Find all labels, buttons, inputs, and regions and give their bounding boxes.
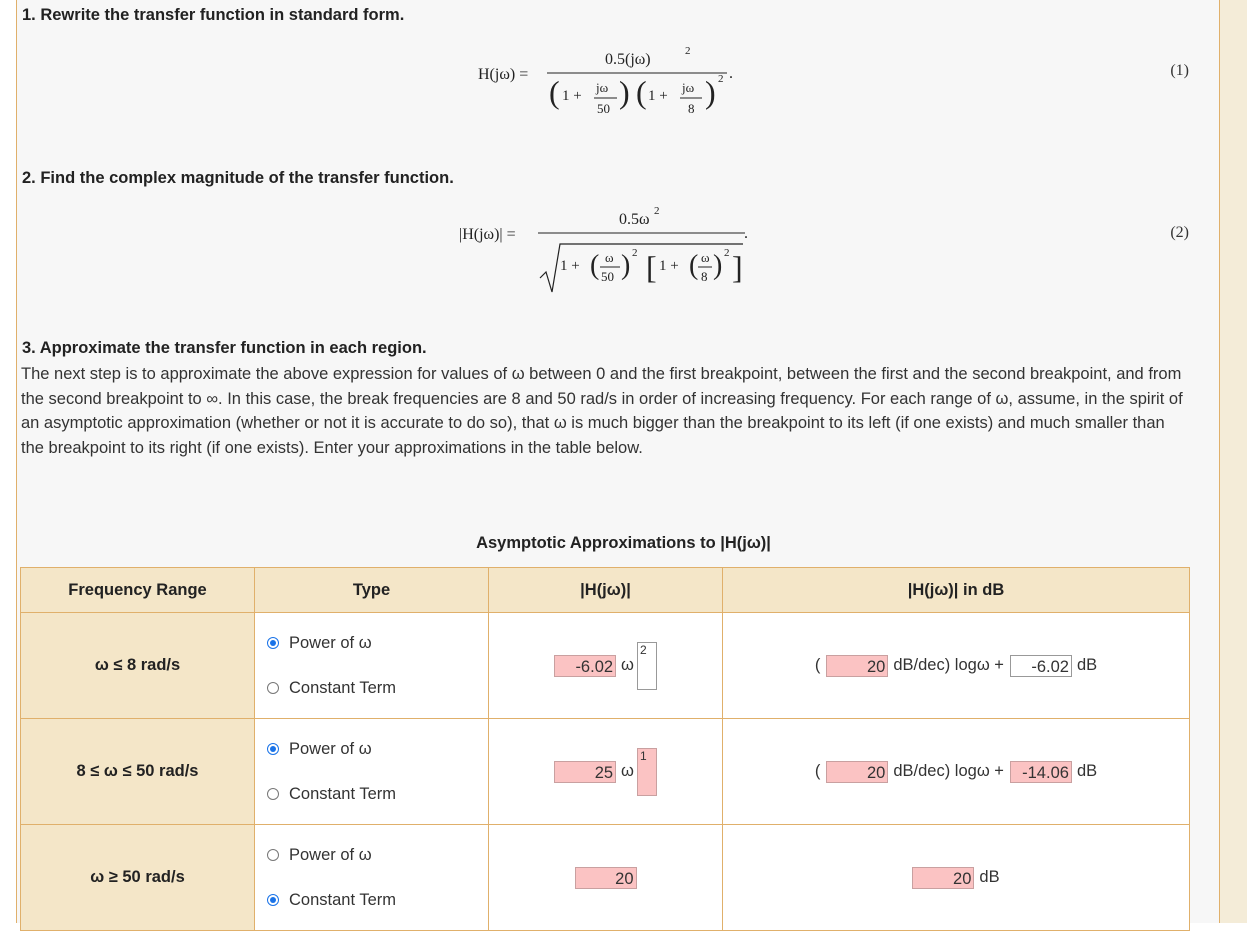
- coefficient-input[interactable]: -6.02: [554, 655, 616, 677]
- step-3-title: 3. Approximate the transfer function in each region.: [22, 339, 427, 357]
- eq2-one-1: 1 +: [560, 258, 580, 274]
- eq1-den-8: 8: [688, 101, 695, 116]
- constant-label: Constant Term: [289, 678, 396, 697]
- power-radio[interactable]: [267, 637, 279, 649]
- constant-label: Constant Term: [289, 784, 396, 803]
- step-1-title: 1. Rewrite the transfer function in standard form.: [22, 6, 405, 24]
- eq1-period: .: [729, 65, 733, 82]
- eq2-numerator: 0.5ω: [619, 211, 650, 228]
- eq2-sq-1: 2: [632, 247, 638, 259]
- eq2-close-paren-2: ): [713, 250, 723, 281]
- db-cell: [723, 613, 1190, 719]
- constant-radio[interactable]: [267, 894, 279, 906]
- table-row: [21, 719, 1190, 825]
- header-magnitude: |H(jω)|: [489, 568, 723, 613]
- omega-symbol: ω: [621, 762, 634, 780]
- constant-option[interactable]: [267, 782, 488, 806]
- eq2-numerator-exponent: 2: [654, 205, 660, 217]
- step-3-instructions: The next step is to approximate the above expression for values of ω between 0 and the first breakpoint, between the first and the second breakpoint, and from the second breakpoint to ∞. In this case, the break frequencies are 8 and 50 rad/s in order of increasing frequency. For each range of ω, assume, in the spirit of an asymptotic approximation (whether or not it is accurate to do so), that ω is much bigger than the breakpoint to its left (if one exists) and much smaller than the breakpoint to its right (if one exists). Enter your approximations in the table below.: [21, 365, 1183, 457]
- db-per-decade-label: dB/dec) logω +: [893, 762, 1004, 780]
- eq2-w2: ω: [701, 250, 710, 265]
- db-unit: dB: [1076, 762, 1098, 780]
- omega-symbol: ω: [621, 656, 634, 674]
- approximation-table: [20, 567, 1190, 931]
- eq2-50: 50: [601, 269, 614, 284]
- power-label: Power of ω: [289, 739, 372, 758]
- eq1-lhs: H(jω) =: [478, 66, 529, 83]
- type-cell: [255, 613, 489, 719]
- table-header-row: [21, 568, 1190, 613]
- equation-2-number: (2): [1170, 224, 1189, 241]
- exponent-input[interactable]: 2: [637, 642, 657, 690]
- power-radio[interactable]: [267, 849, 279, 861]
- power-radio[interactable]: [267, 743, 279, 755]
- eq2-close-bracket: ]: [732, 249, 743, 285]
- constant-radio[interactable]: [267, 788, 279, 800]
- constant-option[interactable]: [267, 888, 488, 912]
- eq1-close-paren-2: ): [705, 74, 716, 110]
- eq2-period: .: [744, 225, 748, 242]
- eq1-den-jw-1: jω: [596, 80, 609, 95]
- eq2-lhs: |H(jω)| =: [459, 226, 516, 243]
- db-per-decade-label: dB/dec) logω +: [893, 656, 1004, 674]
- eq2-open-bracket: [: [646, 249, 657, 285]
- type-cell: [255, 719, 489, 825]
- range-cell: 8 ≤ ω ≤ 50 rad/s: [21, 719, 255, 825]
- power-option[interactable]: [267, 631, 488, 655]
- constant-label: Constant Term: [289, 890, 396, 909]
- slope-input[interactable]: 20: [826, 655, 888, 677]
- magnitude-cell: [489, 825, 723, 931]
- header-frequency-range: Frequency Range: [21, 568, 255, 613]
- db-unit: dB: [1076, 656, 1098, 674]
- magnitude-cell: [489, 613, 723, 719]
- range-cell: ω ≤ 8 rad/s: [21, 613, 255, 719]
- open-paren: (: [814, 656, 821, 674]
- eq1-open-paren-2: (: [636, 74, 647, 110]
- equation-1: [0, 40, 1247, 130]
- constant-input[interactable]: 20: [575, 867, 637, 889]
- header-type: Type: [255, 568, 489, 613]
- eq1-den-exponent: 2: [718, 73, 724, 85]
- eq1-den-one-1: 1 +: [562, 88, 582, 104]
- step-2-title: 2. Find the complex magnitude of the transfer function.: [22, 169, 454, 187]
- magnitude-cell: [489, 719, 723, 825]
- open-paren: (: [814, 762, 821, 780]
- eq1-den-50: 50: [597, 101, 610, 116]
- eq2-open-paren-2: (: [689, 250, 699, 281]
- eq2-one-2: 1 +: [659, 258, 679, 274]
- eq2-close-paren-1: ): [621, 250, 631, 281]
- exponent-input[interactable]: 1: [637, 748, 657, 796]
- eq1-close-paren-1: ): [619, 74, 630, 110]
- table-row: [21, 613, 1190, 719]
- slope-input[interactable]: 20: [826, 761, 888, 783]
- intercept-input[interactable]: -6.02: [1010, 655, 1072, 677]
- equation-2: [0, 200, 1247, 300]
- eq2-8: 8: [701, 269, 708, 284]
- table-row: [21, 825, 1190, 931]
- db-constant-input[interactable]: 20: [912, 867, 974, 889]
- power-option[interactable]: [267, 843, 488, 867]
- header-magnitude-db: |H(jω)| in dB: [723, 568, 1190, 613]
- right-sidebar-strip: [1220, 0, 1247, 923]
- table-caption: Asymptotic Approximations to |H(jω)|: [476, 534, 771, 552]
- constant-option[interactable]: [267, 676, 488, 700]
- coefficient-input[interactable]: 25: [554, 761, 616, 783]
- eq1-numerator-exponent: 2: [685, 45, 691, 57]
- constant-radio[interactable]: [267, 682, 279, 694]
- db-unit: dB: [979, 868, 1000, 886]
- equation-1-graphic: [0, 40, 1247, 130]
- power-label: Power of ω: [289, 845, 372, 864]
- eq1-den-jw-2: jω: [682, 80, 695, 95]
- equation-1-number: (1): [1170, 62, 1189, 79]
- eq1-open-paren-1: (: [549, 74, 560, 110]
- power-label: Power of ω: [289, 633, 372, 652]
- power-option[interactable]: [267, 737, 488, 761]
- eq2-w1: ω: [605, 250, 614, 265]
- type-cell: [255, 825, 489, 931]
- range-cell: ω ≥ 50 rad/s: [21, 825, 255, 931]
- intercept-input[interactable]: -14.06: [1010, 761, 1072, 783]
- eq2-open-paren-1: (: [590, 250, 600, 281]
- equation-2-graphic: [0, 200, 1247, 300]
- eq1-numerator: 0.5(jω): [605, 51, 651, 68]
- db-cell: [723, 719, 1190, 825]
- eq1-den-one-2: 1 +: [648, 88, 668, 104]
- db-cell: [723, 825, 1190, 931]
- eq2-sq-2: 2: [724, 247, 730, 259]
